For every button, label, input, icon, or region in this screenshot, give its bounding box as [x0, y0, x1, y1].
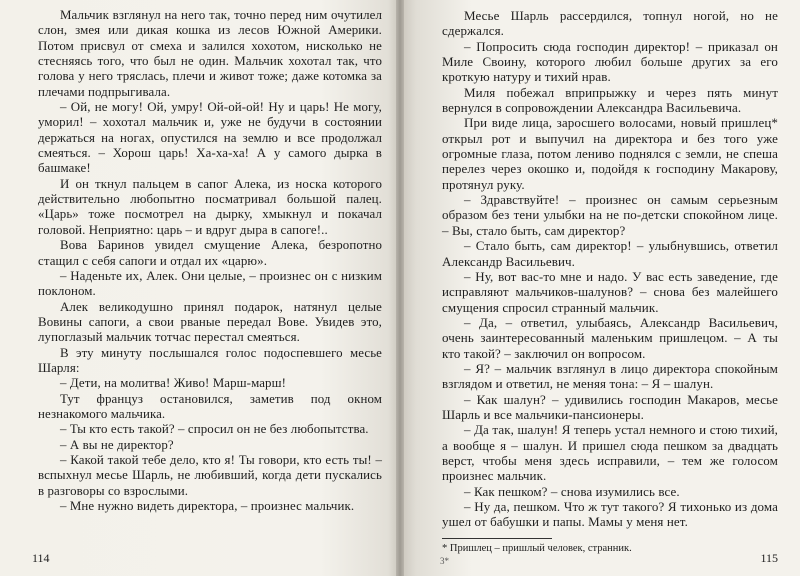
paragraph: – А вы не директор?	[60, 437, 174, 452]
paragraph: Вова Баринов увидел смущение Алека, безропотно стащил с себя сапоги и отдал их «царю».	[38, 238, 382, 268]
paragraph: – Как шалун? – удивились господин Макаров, месье Шарль и все мальчики-пансионеры.	[442, 391, 778, 422]
paragraph: – Дети, на молитва! Живо! Марш-марш!	[60, 376, 287, 391]
paragraph: Тут француз остановился, заметив под окном незнакомого мальчика.	[38, 391, 382, 421]
signature-mark: 3*	[440, 556, 449, 566]
right-page-text	[442, 8, 778, 530]
paragraph: – Ты кто есть такой? – спросил он не без любопытства.	[60, 422, 369, 437]
paragraph: – Здравствуйте! – произнес он самым серьезным образом без тени улыбки на не по-детски спокойном лице. – Вы, стало быть, сам директор?	[442, 192, 778, 238]
paragraph: – Какой такой тебе дело, кто я! Ты говори, кто есть ты! – вспыхнул месье Шарль, не любивший, когда дети пускались в разговоры со взрослыми.	[38, 452, 382, 498]
paragraph: – Я? – мальчик взглянул в лицо директора спокойным взглядом и ответил, не меняя тона: – Я – шалун.	[442, 360, 778, 392]
left-page-text	[38, 8, 382, 514]
footnote: * Пришлец – пришлый человек, странник.	[442, 542, 632, 554]
page-number: 115	[760, 551, 778, 565]
paragraph: – Попросить сюда господин директор! – приказал он Миле Своину, которого любил больше других за его кроткую натуру и тихий нрав.	[442, 38, 778, 85]
page-number: 114	[32, 551, 50, 565]
paragraph: В эту минуту послышался голос подоспевшего месье Шарля:	[38, 345, 382, 375]
paragraph: – Стало быть, сам директор! – улыбнувшись, ответил Александр Васильевич.	[442, 238, 778, 269]
book-gutter	[396, 0, 404, 576]
paragraph: – Ну да, пешком. Что ж тут такого? Я тихонько из дома ушел от бабушки и папы. Мамы у меня нет.	[442, 499, 778, 530]
paragraph: Месье Шарль рассердился, топнул ногой, но не сдержался.	[442, 8, 778, 39]
paragraph: – Да так, шалун! Я теперь устал немного и стою тихий, а вообще я – шалун. И пришел сюда пешком за двадцать верст, чтобы меня здесь исправили, – тем же голосом произнес мальчик.	[442, 422, 778, 484]
paragraph: – Наденьте их, Алек. Они целые, – произнес он с низким поклоном.	[38, 268, 382, 299]
paragraph: Мальчик взглянул на него так, точно перед ним очутилел слон, змея или дикая кошка из лесов Южной Америки. Потом присвул от смеха и залился хохотом, нисколько не стесняясь того, что был не один. Мальчик хохотал так, что голова у него тряслась, плечи и живот тоже; даже котомка за плечами подпрыгивала.	[38, 8, 382, 99]
paragraph: – Ой, не могу! Ой, умру! Ой-ой-ой! Ну и царь! Не могу, уморил! – хохотал мальчик и, уже не будучи в состоянии держаться на ногах, опустился на землю и все продолжал смеяться. – Хорош царь! Ха-ха-ха! А у самого дырка в башмаке!	[38, 100, 382, 176]
paragraph: – Да, – ответил, улыбаясь, Александр Васильевич, очень заинтересованный маленьким пришлецом. – А ты кто такой? – заключил он вопросом.	[442, 314, 778, 361]
paragraph: И он ткнул пальцем в сапог Алека, из носка которого действительно любопытно посматривал большой палец. «Царь» тоже посмотрел на дырку, хмыкнул и покачал головой. Неприятно: царь – и вдруг дыра в сапоге!..	[38, 176, 382, 237]
paragraph: – Ну, вот вас-то мне и надо. У вас есть заведение, где исправляют мальчиков-шалунов? – снова без малейшего смущения спросил странный мальчик.	[442, 268, 778, 315]
paragraph: – Мне нужно видеть директора, – произнес мальчик.	[60, 499, 355, 513]
paragraph: Алек великодушно принял подарок, натянул целые Вовины сапоги, а свои рваные передал Вове. Увидев это, лупоглазый мальчик тотчас перестал смеяться.	[38, 299, 382, 345]
footnote-divider	[442, 538, 552, 539]
right-page	[400, 0, 800, 576]
paragraph: – Как пешком? – снова изумились все.	[464, 483, 680, 499]
paragraph: При виде лица, заросшего волосами, новый пришлец* открыл рот и выпучил на директора и без того уже огромные глаза, потом лениво поднялся с земли, не спеша перелез через окошко и, подойдя к господину Макарову, протянул руку.	[442, 115, 778, 192]
paragraph: Миля побежал вприпрыжку и через пять минут вернулся в сопровождении Александра Васильевича.	[442, 84, 778, 116]
